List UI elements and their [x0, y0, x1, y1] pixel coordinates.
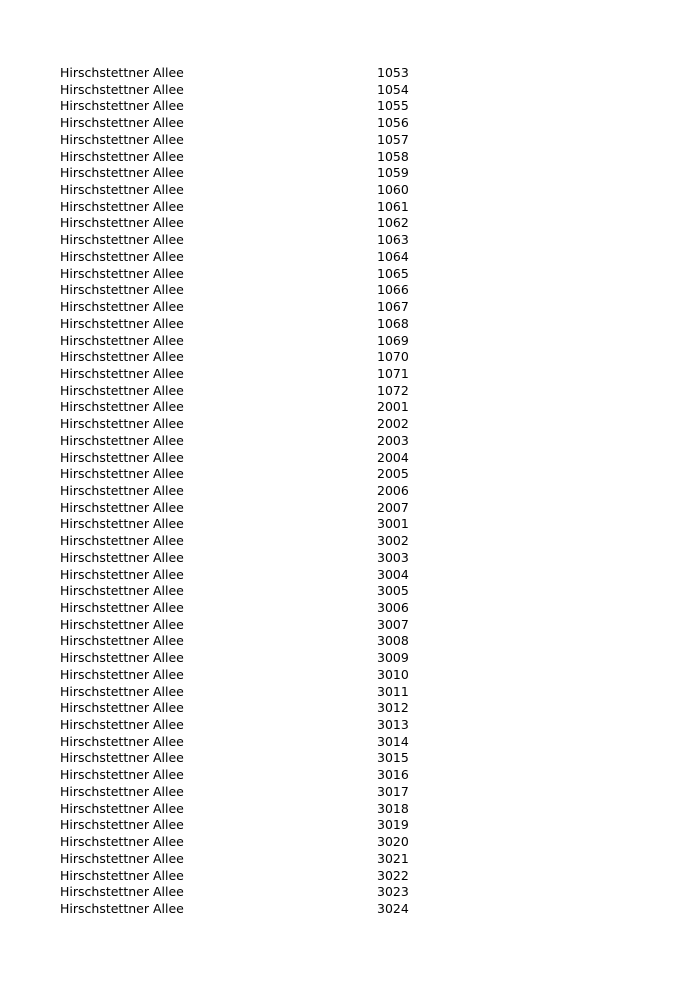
street-name: Hirschstettner Allee: [60, 65, 184, 80]
list-item: [60, 249, 420, 266]
street-name: Hirschstettner Allee: [60, 399, 184, 415]
street-name: Hirschstettner Allee: [60, 466, 184, 482]
list-item: [60, 583, 420, 600]
list-item: [60, 416, 420, 433]
list-item: [60, 466, 420, 483]
street-name: Hirschstettner Allee: [60, 750, 184, 766]
house-number: 1065: [377, 265, 409, 281]
list-item: [60, 901, 420, 918]
house-number: 3021: [377, 850, 409, 866]
house-number: 3006: [377, 600, 409, 615]
list-item: [60, 600, 420, 617]
house-number: 1061: [377, 198, 409, 214]
street-name: Hirschstettner Allee: [60, 182, 184, 198]
list-item: [60, 817, 420, 834]
street-name: Hirschstettner Allee: [60, 299, 184, 315]
street-name: Hirschstettner Allee: [60, 800, 184, 816]
house-number: 3004: [377, 566, 409, 582]
house-number: 1066: [377, 282, 409, 298]
house-number: 1072: [377, 382, 409, 398]
address-list: [60, 65, 420, 918]
house-number: 3015: [377, 750, 409, 766]
list-item: [60, 215, 420, 232]
street-name: Hirschstettner Allee: [60, 499, 184, 515]
list-item: [60, 801, 420, 818]
street-name: Hirschstettner Allee: [60, 315, 184, 331]
street-name: Hirschstettner Allee: [60, 131, 184, 147]
house-number: 3022: [377, 867, 409, 883]
list-item: [60, 884, 420, 901]
house-number: 3001: [377, 516, 409, 532]
street-name: Hirschstettner Allee: [60, 850, 184, 866]
house-number: 2003: [377, 432, 409, 448]
list-item: [60, 149, 420, 166]
list-item: [60, 834, 420, 851]
house-number: 3018: [377, 800, 409, 816]
house-number: 3014: [377, 733, 409, 749]
house-number: 3010: [377, 666, 409, 682]
house-number: 1071: [377, 365, 409, 381]
list-item: [60, 617, 420, 634]
house-number: 3012: [377, 700, 409, 716]
list-item: [60, 516, 420, 533]
house-number: 2001: [377, 399, 409, 415]
list-item: [60, 299, 420, 316]
house-number: 2004: [377, 449, 409, 465]
house-number: 3002: [377, 533, 409, 549]
street-name: Hirschstettner Allee: [60, 533, 184, 549]
house-number: 1068: [377, 315, 409, 331]
list-item: [60, 82, 420, 99]
street-name: Hirschstettner Allee: [60, 248, 184, 264]
street-name: Hirschstettner Allee: [60, 449, 184, 465]
house-number: 3016: [377, 767, 409, 783]
house-number: 1069: [377, 332, 409, 348]
street-name: Hirschstettner Allee: [60, 616, 184, 632]
list-item: [60, 165, 420, 182]
list-item: [60, 717, 420, 734]
list-item: [60, 182, 420, 199]
street-name: Hirschstettner Allee: [60, 700, 184, 716]
house-number: 1054: [377, 81, 409, 97]
list-item: [60, 734, 420, 751]
list-item: [60, 500, 420, 517]
street-name: Hirschstettner Allee: [60, 516, 184, 532]
list-item: [60, 98, 420, 115]
house-number: 1058: [377, 148, 409, 164]
list-item: [60, 550, 420, 567]
street-name: Hirschstettner Allee: [60, 282, 184, 298]
house-number: 3024: [377, 900, 409, 916]
house-number: 3007: [377, 616, 409, 632]
house-number: 1055: [377, 98, 409, 114]
street-name: Hirschstettner Allee: [60, 115, 184, 131]
street-name: Hirschstettner Allee: [60, 834, 184, 850]
house-number: 1057: [377, 131, 409, 147]
street-name: Hirschstettner Allee: [60, 265, 184, 281]
house-number: 3019: [377, 817, 409, 833]
house-number: 3023: [377, 884, 409, 900]
list-item: [60, 115, 420, 132]
street-name: Hirschstettner Allee: [60, 416, 184, 432]
house-number: 2006: [377, 482, 409, 498]
street-name: Hirschstettner Allee: [60, 666, 184, 682]
street-name: Hirschstettner Allee: [60, 98, 184, 114]
list-item: [60, 868, 420, 885]
list-item: [60, 282, 420, 299]
house-number: 3005: [377, 583, 409, 599]
street-name: Hirschstettner Allee: [60, 867, 184, 883]
street-name: Hirschstettner Allee: [60, 583, 184, 599]
street-name: Hirschstettner Allee: [60, 783, 184, 799]
house-number: 3003: [377, 549, 409, 565]
house-number: 1070: [377, 349, 409, 365]
street-name: Hirschstettner Allee: [60, 900, 184, 916]
street-name: Hirschstettner Allee: [60, 382, 184, 398]
street-name: Hirschstettner Allee: [60, 148, 184, 164]
list-item: [60, 433, 420, 450]
street-name: Hirschstettner Allee: [60, 633, 184, 649]
street-name: Hirschstettner Allee: [60, 650, 184, 666]
list-item: [60, 383, 420, 400]
house-number: 2002: [377, 416, 409, 432]
street-name: Hirschstettner Allee: [60, 733, 184, 749]
list-item: [60, 851, 420, 868]
street-name: Hirschstettner Allee: [60, 81, 184, 97]
street-name: Hirschstettner Allee: [60, 566, 184, 582]
list-item: [60, 483, 420, 500]
house-number: 1059: [377, 165, 409, 181]
house-number: 1062: [377, 215, 409, 231]
street-name: Hirschstettner Allee: [60, 600, 184, 615]
list-item: [60, 784, 420, 801]
list-item: [60, 450, 420, 467]
house-number: 1060: [377, 182, 409, 198]
list-item: [60, 700, 420, 717]
list-item: [60, 567, 420, 584]
list-item: [60, 65, 420, 82]
street-name: Hirschstettner Allee: [60, 332, 184, 348]
house-number: 1063: [377, 232, 409, 248]
list-item: [60, 750, 420, 767]
house-number: 3009: [377, 650, 409, 666]
house-number: 3008: [377, 633, 409, 649]
street-name: Hirschstettner Allee: [60, 215, 184, 231]
list-item: [60, 667, 420, 684]
list-item: [60, 684, 420, 701]
list-item: [60, 232, 420, 249]
house-number: 3020: [377, 834, 409, 850]
list-item: [60, 199, 420, 216]
street-name: Hirschstettner Allee: [60, 683, 184, 699]
street-name: Hirschstettner Allee: [60, 767, 184, 783]
street-name: Hirschstettner Allee: [60, 232, 184, 248]
list-item: [60, 132, 420, 149]
house-number: 3013: [377, 717, 409, 733]
list-item: [60, 650, 420, 667]
list-item: [60, 266, 420, 283]
house-number: 1053: [377, 65, 409, 80]
street-name: Hirschstettner Allee: [60, 717, 184, 733]
list-item: [60, 399, 420, 416]
street-name: Hirschstettner Allee: [60, 165, 184, 181]
list-item: [60, 333, 420, 350]
house-number: 1056: [377, 115, 409, 131]
house-number: 3011: [377, 683, 409, 699]
house-number: 3017: [377, 783, 409, 799]
list-item: [60, 349, 420, 366]
list-item: [60, 767, 420, 784]
house-number: 2005: [377, 466, 409, 482]
street-name: Hirschstettner Allee: [60, 432, 184, 448]
list-item: [60, 366, 420, 383]
street-name: Hirschstettner Allee: [60, 198, 184, 214]
street-name: Hirschstettner Allee: [60, 884, 184, 900]
street-name: Hirschstettner Allee: [60, 349, 184, 365]
list-item: [60, 316, 420, 333]
house-number: 2007: [377, 499, 409, 515]
list-item: [60, 533, 420, 550]
street-name: Hirschstettner Allee: [60, 482, 184, 498]
street-name: Hirschstettner Allee: [60, 549, 184, 565]
house-number: 1064: [377, 248, 409, 264]
list-item: [60, 633, 420, 650]
street-name: Hirschstettner Allee: [60, 817, 184, 833]
street-name: Hirschstettner Allee: [60, 365, 184, 381]
house-number: 1067: [377, 299, 409, 315]
